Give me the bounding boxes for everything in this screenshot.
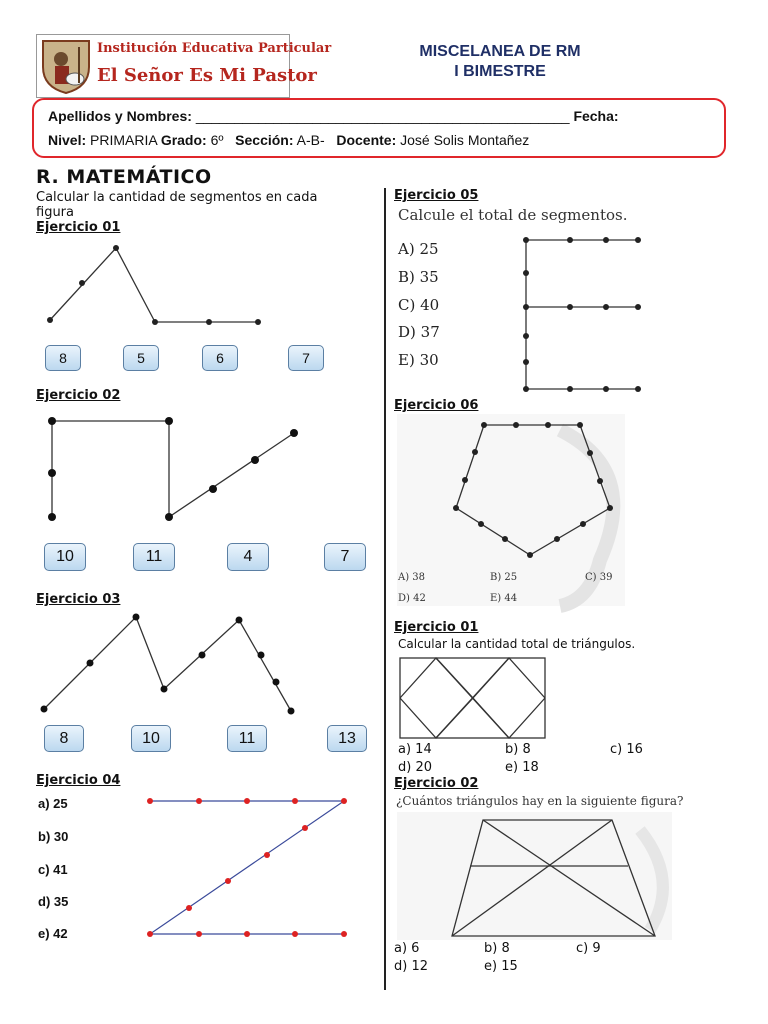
seccion-value: A-B- (296, 132, 325, 148)
ex05-option[interactable]: C) 40 (398, 296, 440, 314)
tri01-option[interactable]: a) 14 (398, 742, 432, 757)
docente-value: José Solis Montañez (400, 132, 530, 148)
ex02-option[interactable]: 4 (227, 543, 269, 571)
tri02-option[interactable]: e) 15 (484, 959, 518, 974)
ex04-option[interactable]: a) 25 (38, 796, 68, 811)
tri01-question: Calcular la cantidad total de triángulos. (398, 637, 636, 651)
ex03-option[interactable]: 10 (131, 725, 171, 752)
tri02-option[interactable]: d) 12 (394, 959, 428, 974)
ex04-option[interactable]: c) 41 (38, 862, 68, 877)
tri01-title: Ejercicio 01 (394, 620, 479, 635)
ex02-option[interactable]: 11 (133, 543, 175, 571)
name-label: Apellidos y Nombres: (48, 108, 192, 124)
tri02-question: ¿Cuántos triángulos hay en la siguiente figura? (396, 794, 684, 808)
ex05-option[interactable]: D) 37 (398, 323, 440, 341)
grado-value: 6º (210, 132, 224, 148)
ex05-option[interactable]: E) 30 (398, 351, 439, 369)
tri01-option[interactable]: d) 20 (398, 760, 432, 775)
ex06-option[interactable]: C) 39 (585, 572, 613, 583)
ex04-option[interactable]: d) 35 (38, 894, 69, 909)
name-blank[interactable]: ________________________________________________ (195, 108, 570, 124)
ex02-title: Ejercicio 02 (36, 388, 121, 403)
ex06-option[interactable]: A) 38 (398, 572, 426, 583)
ex04-title: Ejercicio 04 (36, 773, 121, 788)
logo-top-text: Institución Educativa Particular (97, 41, 332, 56)
nivel-value: PRIMARIA (90, 132, 157, 148)
grado-label: Grado: (160, 132, 207, 148)
ex01-option[interactable]: 7 (288, 345, 324, 371)
ex02-option[interactable]: 10 (44, 543, 86, 571)
ex06-option[interactable]: D) 42 (398, 593, 426, 604)
title-line-1: MISCELANEA DE RM (419, 43, 581, 60)
ex06-option[interactable]: E) 44 (490, 593, 518, 604)
ex01-title: Ejercicio 01 (36, 220, 121, 235)
tri02-option[interactable]: c) 9 (576, 941, 601, 956)
ex01-option[interactable]: 6 (202, 345, 238, 371)
tri02-option[interactable]: b) 8 (484, 941, 510, 956)
tri02-title: Ejercicio 02 (394, 776, 479, 791)
nivel-label: Nivel: (48, 132, 87, 148)
instruction-text: Calcular la cantidad de segmentos en cada figura (36, 190, 318, 220)
ex03-option[interactable]: 8 (44, 725, 84, 752)
ex02-option[interactable]: 7 (324, 543, 366, 571)
ex04-option[interactable]: b) 30 (38, 829, 69, 844)
title-line-2: I BIMESTRE (454, 63, 546, 80)
section-title: R. MATEMÁTICO (36, 166, 212, 188)
ex03-option[interactable]: 11 (227, 725, 267, 752)
date-label: Fecha: (573, 108, 619, 124)
docente-label: Docente: (336, 132, 397, 148)
tri01-option[interactable]: e) 18 (505, 760, 539, 775)
ex05-question: Calcule el total de segmentos. (398, 206, 628, 224)
ex03-title: Ejercicio 03 (36, 592, 121, 607)
tri01-option[interactable]: c) 16 (610, 742, 643, 757)
ex05-option[interactable]: B) 35 (398, 268, 439, 286)
ex05-option[interactable]: A) 25 (398, 240, 439, 258)
ex04-option[interactable]: e) 42 (38, 926, 68, 941)
tri01-option[interactable]: b) 8 (505, 742, 531, 757)
seccion-label: Sección: (235, 132, 294, 148)
ex03-option[interactable]: 13 (327, 725, 367, 752)
tri02-option[interactable]: a) 6 (394, 941, 420, 956)
ex06-title: Ejercicio 06 (394, 398, 479, 413)
ex01-option[interactable]: 5 (123, 345, 159, 371)
ex01-option[interactable]: 8 (45, 345, 81, 371)
logo-main-text: El Señor Es Mi Pastor (97, 65, 317, 86)
ex06-option[interactable]: B) 25 (490, 572, 518, 583)
ex05-title: Ejercicio 05 (394, 188, 479, 203)
